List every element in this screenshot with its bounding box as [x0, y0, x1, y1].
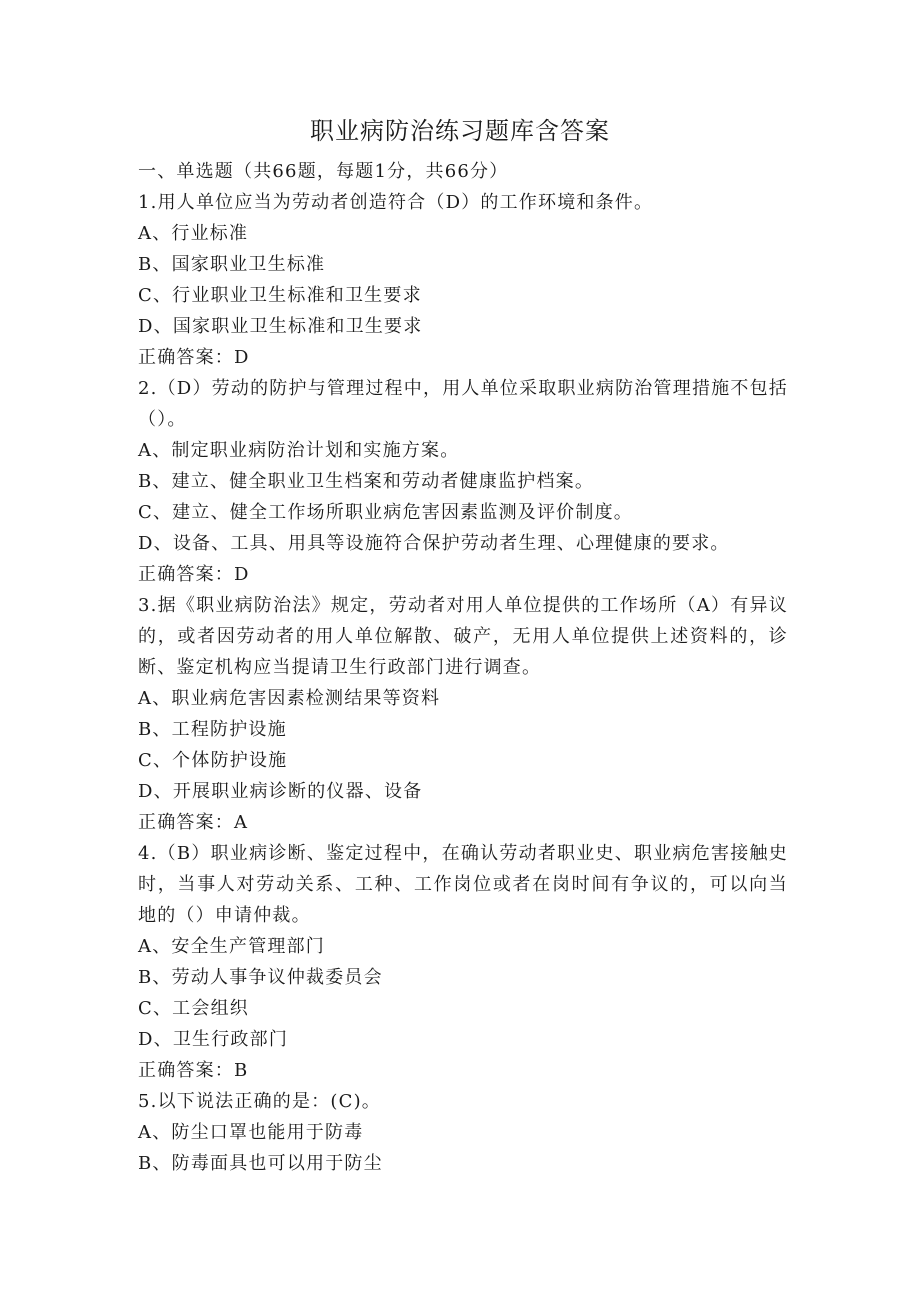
option-a: A、职业病危害因素检测结果等资料	[138, 688, 441, 709]
question-4	[138, 838, 788, 1086]
document-content	[138, 156, 788, 1179]
option-b: B、国家职业卫生标准	[138, 254, 326, 275]
question-5	[138, 1086, 788, 1179]
option-c: C、工会组织	[138, 998, 249, 1019]
option-b: B、劳动人事争议仲裁委员会	[138, 967, 383, 988]
option-b: B、建立、健全职业卫生档案和劳动者健康监护档案。	[138, 471, 595, 492]
question-text: 5.以下说法正确的是：(C)。	[138, 1091, 381, 1112]
question-text: 4.（B）职业病诊断、鉴定过程中，在确认劳动者职业史、职业病危害接触史时，当事人对劳动关系、工种、工作岗位或者在岗时间有争议的，可以向当地的（）申请仲裁。	[138, 843, 788, 926]
option-d: D、开展职业病诊断的仪器、设备	[138, 781, 423, 802]
question-3	[138, 590, 788, 838]
correct-answer: 正确答案：D	[138, 564, 250, 585]
question-2	[138, 373, 788, 590]
question-text: 2.（D）劳动的防护与管理过程中，用人单位采取职业病防治管理措施不包括（）。	[138, 378, 788, 430]
option-c: C、行业职业卫生标准和卫生要求	[138, 285, 422, 306]
option-a: A、行业标准	[138, 223, 249, 244]
option-c: C、建立、健全工作场所职业病危害因素监测及评价制度。	[138, 502, 633, 523]
option-a: A、安全生产管理部门	[138, 936, 325, 957]
section-heading: 一、单选题（共66题，每题1分，共66分）	[138, 161, 509, 182]
document-title: 职业病防治练习题库含答案	[310, 117, 610, 145]
option-c: C、个体防护设施	[138, 750, 288, 771]
option-d: D、国家职业卫生标准和卫生要求	[138, 316, 423, 337]
correct-answer: 正确答案：A	[138, 812, 249, 833]
question-1	[138, 187, 788, 373]
option-d: D、设备、工具、用具等设施符合保护劳动者生理、心理健康的要求。	[138, 533, 730, 554]
option-b: B、工程防护设施	[138, 719, 287, 740]
correct-answer: 正确答案：B	[138, 1060, 249, 1081]
correct-answer: 正确答案：D	[138, 347, 250, 368]
option-b: B、防毒面具也可以用于防尘	[138, 1153, 383, 1174]
question-text: 1.用人单位应当为劳动者创造符合（D）的工作环境和条件。	[138, 192, 654, 213]
option-d: D、卫生行政部门	[138, 1029, 289, 1050]
question-text: 3.据《职业病防治法》规定，劳动者对用人单位提供的工作场所（A）有异议的，或者因劳动者的用人单位解散、破产，无用人单位提供上述资料的，诊断、鉴定机构应当提请卫生行政部门进行调查。	[138, 595, 788, 678]
option-a: A、防尘口罩也能用于防毒	[138, 1122, 364, 1143]
option-a: A、制定职业病防治计划和实施方案。	[138, 440, 460, 461]
